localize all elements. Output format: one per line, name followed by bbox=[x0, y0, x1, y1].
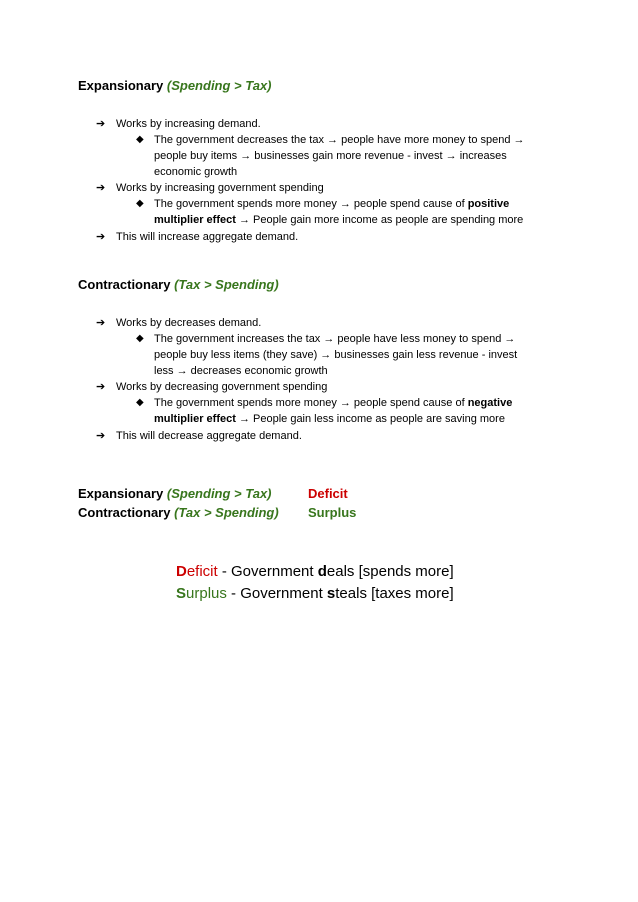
mnemonic-surplus bbox=[176, 585, 454, 602]
list-item: Works by increasing government spending bbox=[116, 182, 324, 194]
mnemonic-word bbox=[176, 585, 227, 602]
list-item bbox=[154, 395, 512, 411]
list-item-continuation bbox=[154, 212, 523, 228]
list-item: Works by increasing demand. bbox=[116, 118, 261, 130]
expansionary-heading bbox=[78, 78, 272, 93]
bold-letter: s bbox=[326, 585, 336, 602]
list-item-continuation bbox=[154, 411, 505, 427]
arrow-bullet-icon: ➔ bbox=[96, 231, 106, 243]
arrow-bullet-icon: ➔ bbox=[96, 317, 106, 329]
summary-value-deficit: Deficit bbox=[308, 486, 348, 501]
contractionary-paren: (Tax > Spending) bbox=[174, 277, 279, 292]
list-item: This will decrease aggregate demand. bbox=[116, 430, 302, 442]
arrow-bullet-icon: ➔ bbox=[96, 118, 106, 130]
summary-row-expansionary bbox=[78, 486, 272, 501]
text-run: The government spends more money → people spend cause of bbox=[154, 397, 468, 409]
summary-value-surplus: Surplus bbox=[308, 505, 357, 520]
summary-title: Expansionary bbox=[78, 486, 164, 501]
word-rest: urplus bbox=[186, 585, 227, 602]
bold-letter: d bbox=[317, 563, 327, 580]
text-run: → People gain more income as people are spending more bbox=[235, 214, 524, 226]
list-item bbox=[154, 196, 509, 212]
list-item-continuation: less → decreases economic growth bbox=[154, 365, 328, 377]
arrow-bullet-icon: ➔ bbox=[96, 381, 106, 393]
summary-paren: (Spending > Tax) bbox=[166, 486, 272, 501]
first-letter: D bbox=[176, 563, 187, 580]
list-item: The government decreases the tax → people have more money to spend → bbox=[154, 134, 525, 146]
summary-title: Contractionary bbox=[78, 505, 171, 520]
diamond-bullet-icon: ◆ bbox=[136, 397, 144, 408]
list-item: Works by decreasing government spending bbox=[116, 381, 328, 393]
bold-term: positive bbox=[467, 198, 510, 210]
first-letter: S bbox=[176, 585, 187, 602]
list-item: Works by decreases demand. bbox=[116, 317, 262, 329]
list-item: The government increases the tax → people have less money to spend → bbox=[154, 333, 516, 345]
expansionary-paren: (Spending > Tax) bbox=[166, 78, 272, 93]
text-run: - Government bbox=[226, 585, 327, 602]
list-item: This will increase aggregate demand. bbox=[116, 231, 299, 243]
text-run: - Government bbox=[217, 563, 318, 580]
text-run: The government spends more money → people spend cause of bbox=[154, 198, 468, 210]
list-item-continuation: people buy less items (they save) → businesses gain less revenue - invest bbox=[154, 349, 518, 361]
summary-paren: (Tax > Spending) bbox=[174, 505, 279, 520]
diamond-bullet-icon: ◆ bbox=[136, 333, 144, 344]
list-item-continuation: people buy items → businesses gain more revenue - invest → increases bbox=[154, 150, 507, 162]
text-run: → People gain less income as people are saving more bbox=[235, 413, 505, 425]
arrow-bullet-icon: ➔ bbox=[96, 430, 106, 442]
mnemonic-word bbox=[176, 563, 218, 580]
contractionary-title: Contractionary bbox=[78, 277, 171, 292]
arrow-bullet-icon: ➔ bbox=[96, 182, 106, 194]
text-run: eals [spends more] bbox=[326, 563, 454, 580]
bold-term: negative bbox=[467, 397, 513, 409]
summary-row-contractionary bbox=[78, 505, 279, 520]
bold-term: multiplier effect bbox=[154, 413, 236, 425]
text-run: teals [taxes more] bbox=[335, 585, 454, 602]
diamond-bullet-icon: ◆ bbox=[136, 134, 144, 145]
diamond-bullet-icon: ◆ bbox=[136, 198, 144, 209]
bold-term: multiplier effect bbox=[154, 214, 236, 226]
expansionary-title: Expansionary bbox=[78, 78, 164, 93]
word-rest: eficit bbox=[186, 563, 218, 580]
list-item-continuation: economic growth bbox=[154, 166, 238, 178]
mnemonic-deficit bbox=[176, 563, 454, 580]
contractionary-heading bbox=[78, 277, 279, 292]
